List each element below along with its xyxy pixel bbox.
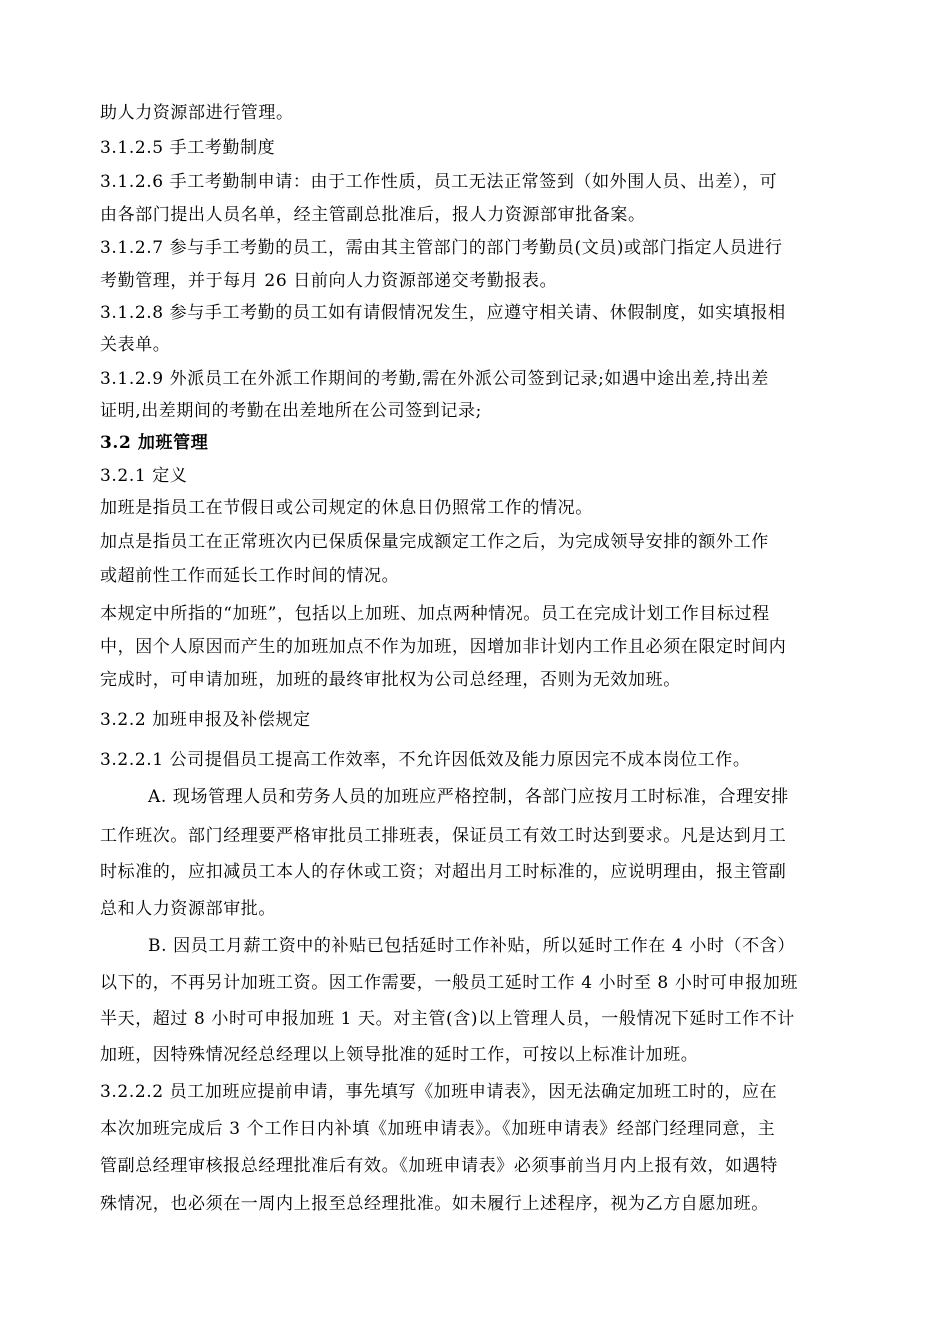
paragraph-line: 中，因个人原因而产生的加班加点不作为加班，因增加非计划内工作且必须在限定时间内 [100,637,787,657]
paragraph-line: 加点是指员工在正常班次内已保质保量完成额定工作之后，为完成领导安排的额外工作 [100,532,769,552]
paragraph-line: 殊情况，也必须在一周内上报至总经理批准。如未履行上述程序，视为乙方自愿加班。 [100,1194,769,1214]
paragraph-line: A. 现场管理人员和劳务人员的加班应严格控制，各部门应按月工时标准，合理安排 [148,787,789,807]
paragraph-line: 3.2.1 定义 [100,466,188,486]
paragraph-line: 或超前性工作而延长工作时间的情况。 [100,566,400,586]
paragraph-line: 3.2.2.2 员工加班应提前申请，事先填写《加班申请表》，因无法确定加班工时的，应在 [100,1082,778,1102]
section-heading: 3.2 加班管理 [100,433,209,453]
paragraph-line: B. 因员工月薪工资中的补贴已包括延时工作补贴，所以延时工作在 4 小时（不含） [148,936,795,956]
paragraph-line: 3.1.2.8 参与手工考勤的员工如有请假情况发生，应遵守相关请、休假制度，如实填报相 [100,303,786,323]
paragraph-line: 半天，超过 8 小时可申报加班 1 天。对主管(含)以上管理人员，一般情况下延时工作不计 [100,1009,795,1029]
paragraph-line: 加班，因特殊情况经总经理以上领导批准的延时工作，可按以上标准计加班。 [100,1045,699,1065]
paragraph-line: 加班是指员工在节假日或公司规定的休息日仍照常工作的情况。 [100,498,593,518]
paragraph-line: 3.1.2.6 手工考勤制申请：由于工作性质，员工无法正常签到（如外围人员、出差），可 [100,172,778,192]
paragraph-line: 证明,出差期间的考勤在出差地所在公司签到记录; [100,401,482,421]
paragraph-line: 考勤管理，并于每月 26 日前向人力资源部递交考勤报表。 [100,271,558,291]
paragraph-line: 管副总经理审核报总经理批准后有效。《加班申请表》必须事前当月内上报有效，如遇特 [100,1156,778,1176]
paragraph-line: 3.1.2.5 手工考勤制度 [100,138,276,158]
paragraph-line: 完成时，可申请加班，加班的最终审批权为公司总经理，否则为无效加班。 [100,670,681,690]
paragraph-line: 总和人力资源部审批。 [100,899,276,919]
paragraph-line: 3.2.2.1 公司提倡员工提高工作效率，不允许因低效及能力原因完不成本岗位工作。 [100,750,751,770]
paragraph-line: 工作班次。部门经理要严格审批员工排班表，保证员工有效工时达到要求。凡是达到月工 [100,826,787,846]
paragraph-line: 3.1.2.7 参与手工考勤的员工，需由其主管部门的部门考勤员(文员)或部门指定人员进行 [100,238,783,258]
paragraph-line: 3.2.2 加班申报及补偿规定 [100,710,311,730]
paragraph-line: 由各部门提出人员名单，经主管副总批准后，报人力资源部审批备案。 [100,205,646,225]
paragraph-line: 以下的，不再另计加班工资。因工作需要，一般员工延时工作 4 小时至 8 小时可申报加班 [100,973,799,993]
paragraph-line: 3.1.2.9 外派员工在外派工作期间的考勤,需在外派公司签到记录;如遇中途出差,持出差 [100,369,769,389]
paragraph-line: 助人力资源部进行管理。 [100,103,294,123]
paragraph-line: 本次加班完成后 3 个工作日内补填《加班申请表》。《加班申请表》经部门经理同意，主 [100,1119,776,1139]
paragraph-line: 时标准的，应扣减员工本人的存休或工资；对超出月工时标准的，应说明理由，报主管副 [100,862,787,882]
paragraph-line: 关表单。 [100,335,171,355]
paragraph-line: 本规定中所指的“加班”，包括以上加班、加点两种情况。员工在完成计划工作目标过程 [100,604,770,624]
